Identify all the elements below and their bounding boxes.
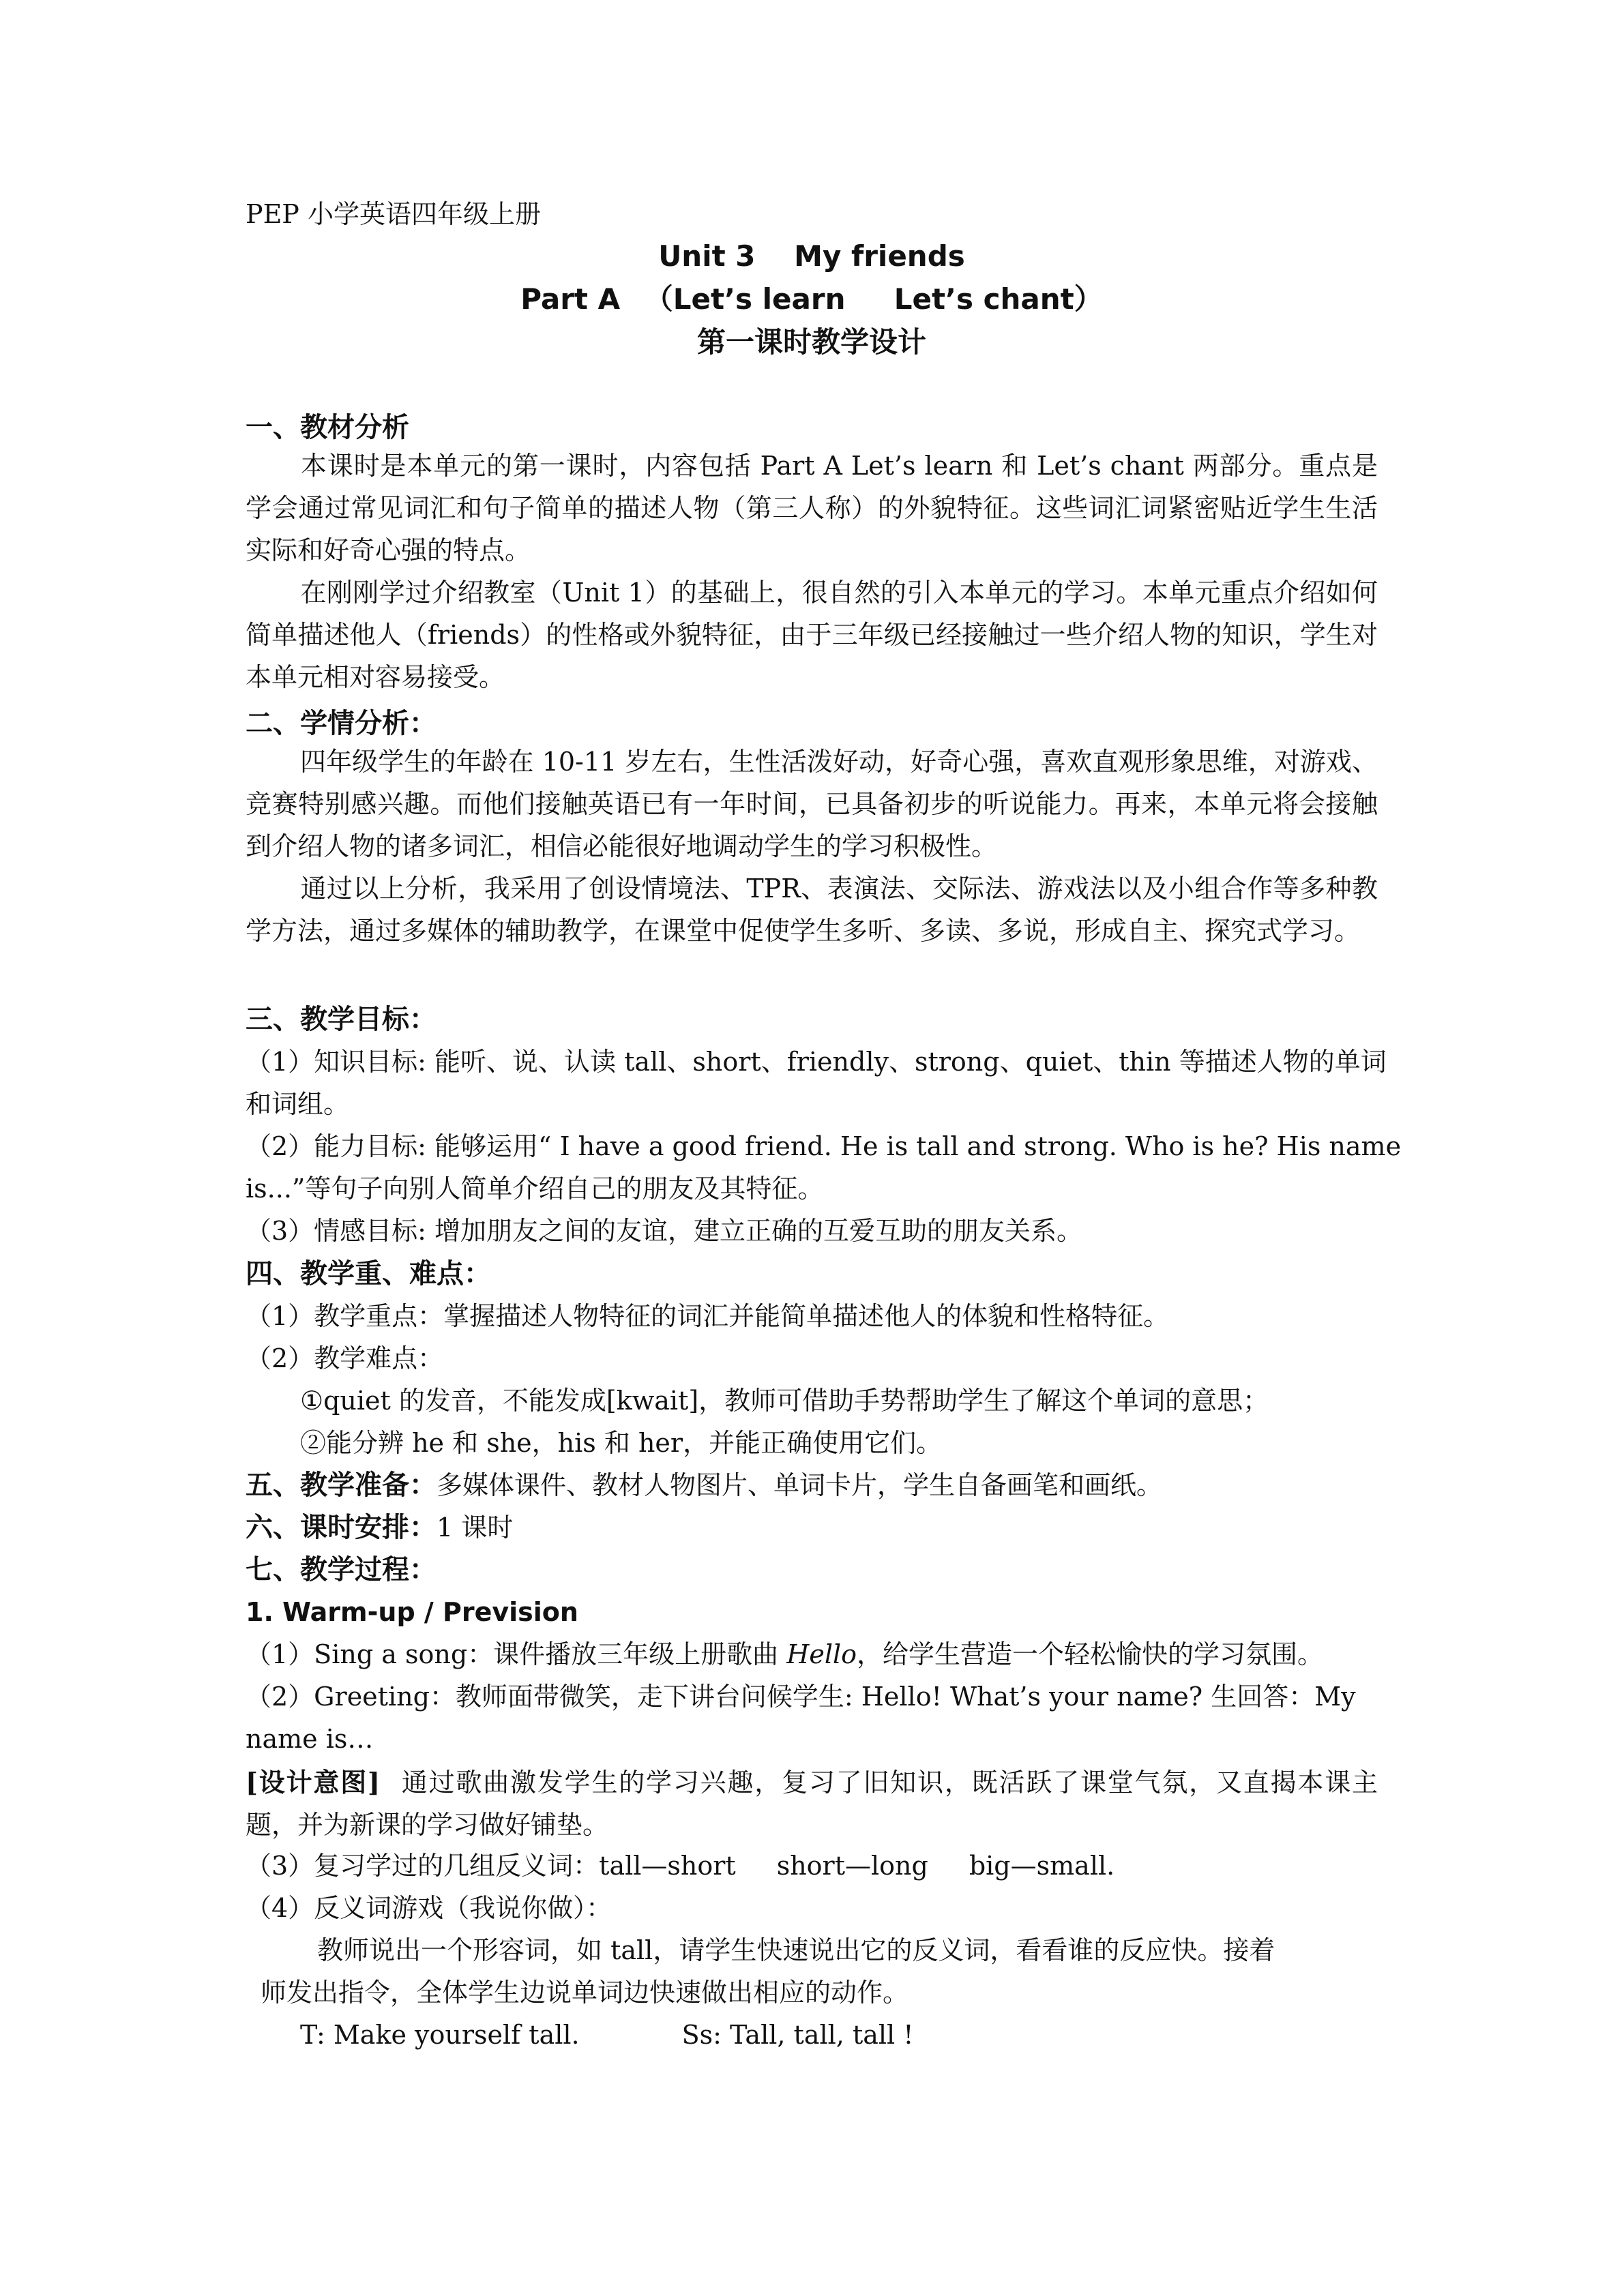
key-point: （1）教学重点：掌握描述人物特征的词汇并能简单描述他人的体貌和性格特征。 [246,1301,1170,1331]
goal-ability-line-2: is...”等句子向别人简单介绍自己的朋友及其特征。 [246,1174,824,1204]
section-5-text: 多媒体课件、教材人物图片、单词卡片，学生自备画笔和画纸。 [437,1470,1163,1500]
part-title: Part A （Let’s learn Let’s chant） [520,282,1103,316]
goal-knowledge-line-1: （1）知识目标: 能听、说、认读 tall、short、friendly、strong、quiet、thin 等描述人物的单词 [246,1047,1387,1077]
section-7-heading: 七、教学过程： [246,1554,437,1585]
section-2-paragraph-1: 四年级学生的年龄在 10-11 岁左右，生性活泼好动，好奇心强，喜欢直观形象思维，对游戏、竞赛特别感兴趣。而他们接触英语已有一年时间，已具备初步的听说能力。再来，本单元将会接触到介绍人物的诸多词汇，相信必能很好地调动学生的学习积极性。 [246,747,1378,861]
goal-knowledge-line-2: 和词组。 [246,1089,350,1119]
goal-emotion: （3）情感目标: 增加朋友之间的友谊，建立正确的互爱互助的朋友关系。 [246,1216,1083,1246]
difficult-point-label: （2）教学难点： [246,1343,444,1373]
section-6-heading: 六、课时安排： [246,1512,437,1543]
section-6-text: 1 课时 [437,1512,514,1542]
difficult-point-2: ②能分辨 he 和 she，his 和 her，并能正确使用它们。 [300,1428,943,1458]
section-5 [246,1469,1378,1502]
warmup-item-4-desc-line-2: 师发出指令，全体学生边说单词边快速做出相应的动作。 [261,1978,909,2008]
warmup-item-4-desc-line-1: 教师说出一个形容词，如 tall，请学生快速说出它的反义词，看看谁的反应快。接着 [317,1935,1275,1965]
section-2-paragraph-2: 通过以上分析，我采用了创设情境法、TPR、表演法、交际法、游戏法以及小组合作等多种教学方法，通过多媒体的辅助教学，在课堂中促使学生多听、多读、多说，形成自主、探究式学习。 [246,874,1378,946]
section-1-paragraph-1: 本课时是本单元的第一课时，内容包括 Part A Let’s learn 和 Let’s chant 两部分。重点是学会通过常见词汇和句子简单的描述人物（第三人称）的外貌特征。这些词汇词紧密贴近学生生活实际和好奇心强的特点。 [246,451,1378,565]
section-1-paragraph-2: 在刚刚学过介绍教室（Unit 1）的基础上，很自然的引入本单元的学习。本单元重点介绍如何简单描述他人（friends）的性格或外貌特征，由于三年级已经接触过一些介绍人物的知识，学生对本单元相对容易接受。 [246,578,1378,692]
section-3-heading: 三、教学目标： [246,1004,437,1035]
song-title: Hello [786,1639,857,1669]
section-6 [246,1511,1378,1544]
subject-line: PEP 小学英语四年级上册 [246,199,541,229]
dialog-students: Ss: Tall, tall, tall ! [681,2020,914,2050]
warmup-subheading: 1. Warm-up / Prevision [246,1597,578,1627]
goal-ability-line-1: （2）能力目标: 能够运用“ I have a good friend. He is tall and strong. Who is he? His name [246,1131,1402,1161]
warmup-item-2-line-1: （2）Greeting：教师面带微笑，走下讲台问候学生: Hello! What’s your name? 生回答：My [246,1682,1356,1712]
section-4-heading: 四、教学重、难点： [246,1258,491,1289]
unit-title: Unit 3 My friends [658,239,965,273]
design-intent [246,1761,1378,1846]
section-2-heading: 二、学情分析： [246,708,437,739]
dialog-line [246,2018,1378,2051]
design-intent-label: [设计意图] [246,1767,380,1798]
warmup-item-2-line-2: name is… [246,1724,374,1754]
section-5-heading: 五、教学准备： [246,1470,437,1501]
dialog-teacher: T: Make yourself tall. [300,2020,580,2050]
difficult-point-1: ①quiet 的发音，不能发成[kwait]，教师可借助手势帮助学生了解这个单词的意思； [300,1386,1269,1416]
design-intent-text: 通过歌曲激发学生的学习兴趣，复习了旧知识，既活跃了课堂气氛，又直揭本课主题，并为新课的学习做好铺垫。 [246,1768,1378,1840]
warmup-item-4: （4）反义词游戏（我说你做）： [246,1893,612,1923]
lesson-title: 第一课时教学设计 [696,325,926,359]
warmup-item-3: （3）复习学过的几组反义词：tall—short short—long big—small. [246,1851,1115,1881]
warmup-item-1: （1）Sing a song：课件播放三年级上册歌曲 Hello，给学生营造一个轻松愉快的学习氛围。 [246,1639,1324,1669]
section-1-heading: 一、教材分析 [246,412,409,443]
